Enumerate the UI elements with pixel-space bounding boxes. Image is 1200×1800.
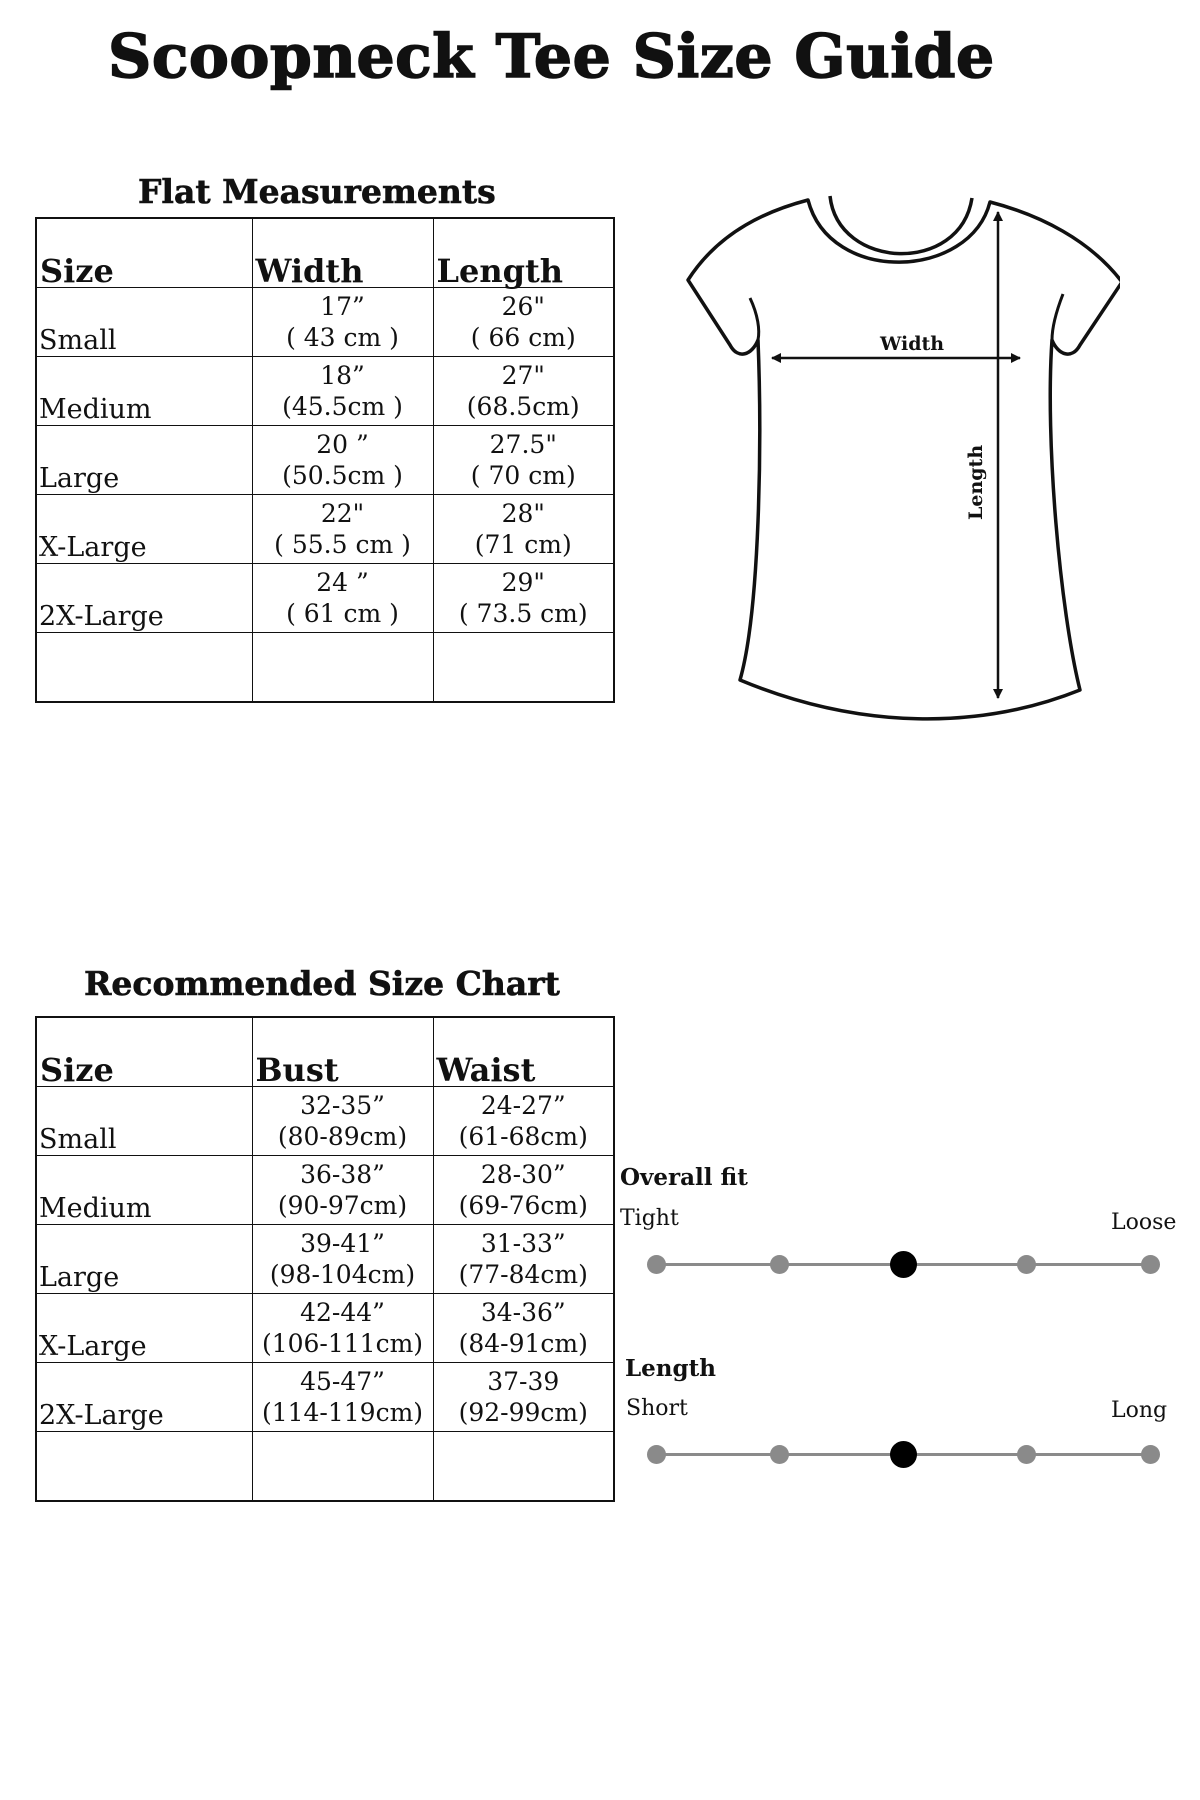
length-cell [433,288,614,357]
length-cell [433,357,614,426]
waist-cell [433,1225,614,1294]
page-title: Scoopneck Tee Size Guide [108,22,995,92]
scale-marker-selected [890,1441,917,1468]
tee-neckline [830,196,972,254]
width-cm: (50.5cm ) [282,461,403,490]
waist-cm: (61-68cm) [458,1122,588,1151]
empty-row [36,633,614,703]
length-fit-label: Length [625,1355,716,1382]
waist-cm: (69-76cm) [458,1191,588,1220]
width-cm: ( 43 cm ) [286,323,399,352]
bust-cm: (114-119cm) [261,1398,424,1427]
bust-cell [252,1363,433,1432]
header-width: Width [252,218,433,288]
bust-cm: (98-104cm) [269,1260,416,1289]
length-cm: (68.5cm) [466,392,580,421]
table-row [36,426,614,495]
size-name: X-Large [36,495,252,564]
bust-cm: (106-111cm) [261,1329,424,1358]
waist-cm: (77-84cm) [458,1260,588,1289]
length-cm: ( 66 cm) [470,323,576,352]
length-fit-scale [656,1439,1150,1469]
length-cell [433,495,614,564]
bust-inches: 39-41” [300,1228,385,1258]
bust-cm: (80-89cm) [277,1122,408,1151]
waist-cm: (84-91cm) [458,1329,588,1358]
length-inches: 29" [501,567,545,597]
length-cm: ( 70 cm) [470,461,576,490]
header-bust: Bust [252,1017,433,1087]
flat-measurements-table [35,217,615,703]
table-row [36,357,614,426]
empty-cell [36,1432,252,1502]
width-inches: 22" [320,498,365,528]
waist-inches: 24-27” [480,1090,566,1120]
width-label: Width [880,333,945,355]
width-cell [252,288,433,357]
width-cm: (45.5cm ) [282,392,403,421]
table-header-row [36,1017,614,1087]
size-name: X-Large [36,1294,252,1363]
tee-sleeve-seam-left [750,298,759,340]
empty-cell [36,633,252,703]
flat-measurements-title: Flat Measurements [138,172,496,211]
width-cell [252,357,433,426]
scale-marker [1141,1255,1160,1274]
length-inches: 27" [501,360,545,390]
waist-cell [433,1363,614,1432]
size-name: 2X-Large [36,564,252,633]
length-cell [433,564,614,633]
bust-cell [252,1225,433,1294]
length-inches: 28" [501,498,545,528]
scale-marker [647,1255,666,1274]
length-cm: ( 73.5 cm) [458,599,588,628]
length-fit-high-label: Long [1111,1398,1168,1423]
table-row [36,1156,614,1225]
empty-cell [433,1432,614,1502]
size-name: Medium [36,1156,252,1225]
header-size: Size [36,1017,252,1087]
tee-shirt-diagram [680,190,1120,730]
table-row [36,1225,614,1294]
overall-fit-high-label: Loose [1111,1210,1177,1235]
bust-cm: (90-97cm) [277,1191,408,1220]
size-name: 2X-Large [36,1363,252,1432]
waist-cell [433,1294,614,1363]
length-inches: 26" [501,291,545,321]
width-inches: 20 ” [316,429,369,459]
size-name: Small [36,288,252,357]
tee-sleeve-seam-right [1052,294,1063,340]
waist-inches: 37-39 [487,1366,560,1396]
scale-marker [1017,1445,1036,1464]
width-inches: 24 ” [316,567,369,597]
width-cm: ( 55.5 cm ) [274,530,411,559]
scale-marker [770,1255,789,1274]
empty-cell [252,633,433,703]
empty-cell [433,633,614,703]
waist-cell [433,1156,614,1225]
scale-marker-selected [890,1251,917,1278]
width-cell [252,495,433,564]
scale-marker [1141,1445,1160,1464]
width-cm: ( 61 cm ) [286,599,399,628]
empty-row [36,1432,614,1502]
bust-cell [252,1156,433,1225]
bust-inches: 32-35” [300,1090,385,1120]
table-row [36,495,614,564]
waist-cm: (92-99cm) [458,1398,588,1427]
width-inches: 17” [320,291,365,321]
bust-inches: 42-44” [300,1297,385,1327]
length-fit-low-label: Short [626,1396,688,1421]
bust-cell [252,1087,433,1156]
table-row [36,564,614,633]
waist-inches: 28-30” [480,1159,566,1189]
recommended-size-chart-title: Recommended Size Chart [84,964,560,1003]
header-length: Length [433,218,614,288]
bust-cell [252,1294,433,1363]
recommended-size-table [35,1016,615,1502]
overall-fit-label: Overall fit [620,1164,748,1191]
empty-cell [252,1432,433,1502]
overall-fit-scale [656,1249,1150,1279]
table-row [36,1294,614,1363]
tee-outline [688,200,1120,719]
width-cell [252,426,433,495]
waist-inches: 34-36” [480,1297,566,1327]
scale-marker [770,1445,789,1464]
header-size: Size [36,218,252,288]
table-row [36,288,614,357]
header-waist: Waist [433,1017,614,1087]
length-cell [433,426,614,495]
overall-fit-low-label: Tight [620,1206,679,1231]
width-cell [252,564,433,633]
scale-marker [647,1445,666,1464]
size-name: Large [36,426,252,495]
bust-inches: 36-38” [300,1159,385,1189]
length-cm: (71 cm) [474,530,572,559]
size-name: Small [36,1087,252,1156]
waist-cell [433,1087,614,1156]
table-row [36,1363,614,1432]
scale-marker [1017,1255,1036,1274]
bust-inches: 45-47” [300,1366,385,1396]
table-row [36,1087,614,1156]
length-inches: 27.5" [489,429,557,459]
waist-inches: 31-33” [480,1228,566,1258]
length-label: Length [965,444,987,520]
table-header-row [36,218,614,288]
width-inches: 18” [320,360,365,390]
size-name: Large [36,1225,252,1294]
size-name: Medium [36,357,252,426]
